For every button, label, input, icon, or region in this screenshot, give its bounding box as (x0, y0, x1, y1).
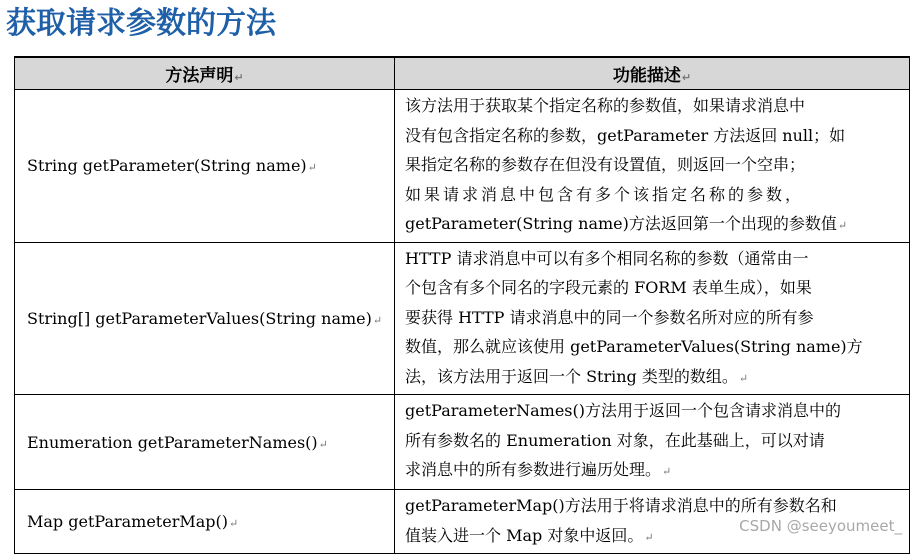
method-table (14, 56, 910, 554)
description-line: HTTP 请求消息中可以有多个相同名称的参数（通常由一 (405, 248, 809, 268)
description-line: 所有参数名的 Enumeration 对象，在此基础上，可以对请 (405, 430, 825, 450)
description-line: 值装入进一个 Map 对象中返回。↵ (405, 525, 654, 545)
description-line: 如果请求消息中包含有多个该指定名称的参数， (405, 184, 805, 204)
description-line: 个包含有多个同名的字段元素的 FORM 表单生成），如果 (405, 278, 812, 297)
description-line: 该方法用于获取某个指定名称的参数值，如果请求消息中 (405, 96, 806, 115)
description-line: getParameterMap()方法用于将请求消息中的所有参数名和 (405, 496, 837, 515)
paragraph-mark-icon: ↵ (318, 437, 328, 451)
column-header-description: 功能描述↵ (395, 57, 910, 90)
paragraph-mark-icon: ↵ (229, 517, 239, 530)
table-header-row (15, 57, 910, 90)
paragraph-mark-icon: ↵ (372, 313, 383, 327)
method-description-cell (395, 242, 910, 395)
description-line: 求消息中的所有参数进行遍历处理。↵ (405, 460, 672, 479)
description-line: 要获得 HTTP 请求消息中的同一个参数名所对应的所有参 (405, 307, 814, 327)
paragraph-mark-icon: ↵ (307, 161, 317, 175)
method-declaration-cell: Enumeration getParameterNames()↵ (15, 395, 395, 490)
table-row (15, 242, 910, 395)
method-declaration-cell: String getParameter(String name)↵ (15, 90, 395, 243)
description-line: 果指定名称的参数存在但没有设置值，则返回一个空串； (405, 155, 806, 174)
paragraph-mark-icon: ↵ (837, 219, 848, 232)
table-row (15, 90, 910, 243)
paragraph-mark-icon: ↵ (662, 465, 672, 478)
paragraph-mark-icon: ↵ (681, 71, 692, 84)
watermark: CSDN @seeyoumeet_ (739, 517, 902, 535)
method-declaration-cell: String[] getParameterValues(String name)↵ (15, 242, 395, 395)
description-line: getParameter(String name)方法返回第一个出现的参数值↵ (405, 214, 848, 233)
table-row (15, 395, 910, 490)
page-title: 获取请求参数的方法 (6, 6, 276, 41)
description-line: 没有包含指定名称的参数，getParameter 方法返回 null；如 (405, 125, 846, 145)
paragraph-mark-icon: ↵ (738, 371, 749, 385)
method-description-cell (395, 395, 910, 490)
description-line: 法，该方法用于返回一个 String 类型的数组。↵ (405, 366, 749, 386)
description-line: getParameterNames()方法用于返回一个包含请求消息中的 (405, 401, 841, 420)
column-header-declaration: 方法声明↵ (15, 57, 395, 90)
method-description-cell (395, 90, 910, 243)
method-declaration-cell: Map getParameterMap()↵ (15, 490, 395, 554)
description-line: 数值，那么就应该使用 getParameterValues(String name)方 (405, 337, 863, 356)
paragraph-mark-icon: ↵ (644, 530, 654, 544)
paragraph-mark-icon: ↵ (234, 71, 244, 84)
